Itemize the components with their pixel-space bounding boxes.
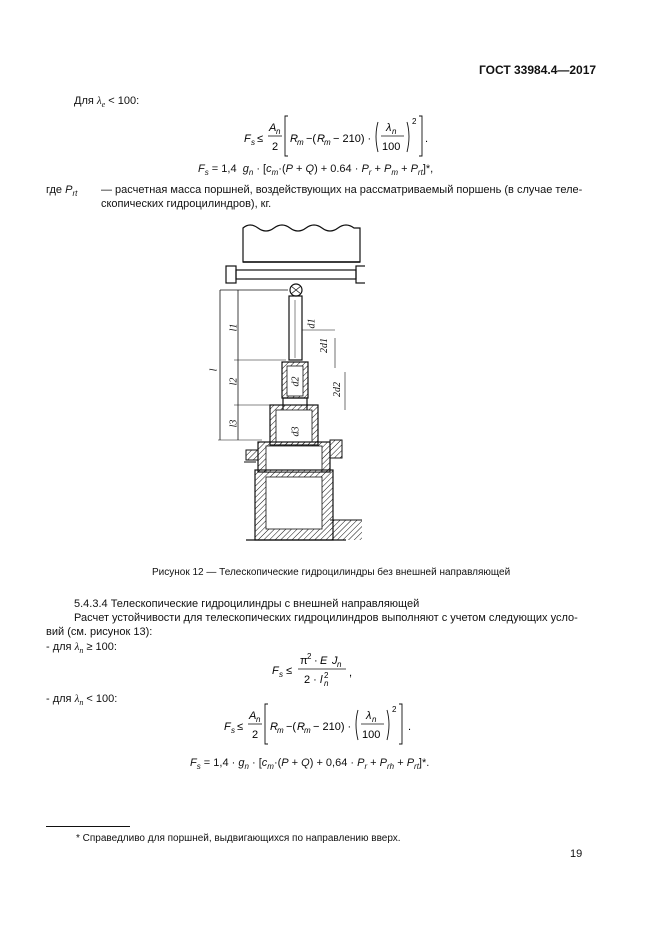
section-heading: 5.4.3.4 Телескопические гидроцилиндры с внешней направляющей xyxy=(74,598,420,610)
paragraph-line2: вий (см. рисунок 13): xyxy=(46,626,153,638)
svg-text:s: s xyxy=(279,670,283,679)
svg-text:s: s xyxy=(251,138,255,147)
svg-text:·: · xyxy=(314,655,318,667)
svg-text:−(: −( xyxy=(306,133,317,145)
svg-text:.: . xyxy=(425,133,429,145)
svg-text:A: A xyxy=(249,710,257,722)
footnote-rule xyxy=(46,826,130,827)
svg-text:2: 2 xyxy=(307,652,312,661)
svg-text:m: m xyxy=(324,138,331,147)
condition-lambda-n-ge: - для $\lambda_n \ge 100$: xyxy=(46,641,117,656)
svg-text:,: , xyxy=(349,667,353,679)
label-2d2: 2d2 xyxy=(332,382,343,397)
svg-text:2 ·: 2 · xyxy=(304,674,317,686)
label-l3: l3 xyxy=(228,419,240,428)
svg-text:2: 2 xyxy=(272,141,279,153)
svg-text:n: n xyxy=(276,127,281,136)
svg-text:F: F xyxy=(224,721,231,733)
where-line1: — расчетная масса поршней, воздействующих на рассматриваемый поршень (в случае теле- xyxy=(101,184,583,196)
svg-text:F: F xyxy=(244,133,251,145)
label-d2: d2 xyxy=(290,376,302,387)
svg-text:≤: ≤ xyxy=(286,665,293,677)
formula-3 xyxy=(270,650,390,695)
label-l1: l1 xyxy=(228,323,240,332)
svg-text:s: s xyxy=(231,726,235,735)
svg-text:l: l xyxy=(320,674,323,686)
svg-text:λ: λ xyxy=(366,710,372,722)
svg-text:n: n xyxy=(372,715,377,724)
label-d1: d1 xyxy=(306,318,318,329)
svg-text:n: n xyxy=(392,127,397,136)
formula-1 xyxy=(220,110,470,162)
svg-text:100: 100 xyxy=(382,141,401,153)
footnote: * Справедливо для поршней, выдвигающихся по направлению вверх. xyxy=(76,833,401,844)
formula-5: $F_s = 1,4 \cdot g_n \cdot [c_m\cdot(P + Q) + 0,64 \cdot P_r + P_{rh} + P_{rt}]*$. xyxy=(190,757,430,772)
svg-text:m: m xyxy=(277,726,284,735)
svg-text:2: 2 xyxy=(412,117,417,126)
formula-2: $F_s = 1,4$ $g_n \cdot [c_m\cdot(P + Q) + 0.64 \cdot P_r + P_m + P_{rt}]*$, xyxy=(198,163,434,178)
svg-text:R: R xyxy=(317,133,325,145)
svg-text:R: R xyxy=(270,721,278,733)
svg-text:n: n xyxy=(324,679,329,688)
svg-text:π: π xyxy=(300,655,308,667)
figure-caption: Рисунок 12 — Телескопические гидроцилиндры без внешней направляющей xyxy=(152,567,511,578)
svg-text:.: . xyxy=(408,721,412,733)
svg-text:− 210) ·: − 210) · xyxy=(313,721,352,733)
svg-text:100: 100 xyxy=(362,729,381,741)
condition-lambda-e: Для $\lambda_e < 100$: xyxy=(74,95,140,110)
svg-text:m: m xyxy=(297,138,304,147)
label-l2: l2 xyxy=(228,377,240,386)
svg-text:λ: λ xyxy=(386,122,392,134)
svg-text:− 210) ·: − 210) · xyxy=(333,133,372,145)
document-id: ГОСТ 33984.4—2017 xyxy=(479,63,597,77)
svg-text:R: R xyxy=(290,133,298,145)
svg-text:A: A xyxy=(269,122,277,134)
svg-text:R: R xyxy=(297,721,305,733)
label-d3: d3 xyxy=(290,426,302,437)
where-lead: где $P_{rt}$ xyxy=(46,184,78,199)
label-l: l xyxy=(207,368,220,372)
paragraph-line1: Расчет устойчивости для телескопических гидроцилиндров выполняют с учетом следующих усло- xyxy=(74,612,578,624)
svg-text:E: E xyxy=(320,655,328,667)
svg-text:J: J xyxy=(332,655,338,667)
svg-text:2: 2 xyxy=(252,729,259,741)
condition-lambda-n-lt: - для $\lambda_n < 100$: xyxy=(46,693,118,708)
svg-text:n: n xyxy=(337,660,342,669)
page-number: 19 xyxy=(570,848,583,860)
svg-text:2: 2 xyxy=(324,671,329,680)
svg-text:≤: ≤ xyxy=(237,721,244,733)
figure-12-drawing xyxy=(205,222,365,552)
svg-text:≤: ≤ xyxy=(257,133,264,145)
svg-text:F: F xyxy=(272,665,279,677)
svg-text:2: 2 xyxy=(392,705,397,714)
svg-text:n: n xyxy=(256,715,261,724)
label-2d1: 2d1 xyxy=(319,338,330,353)
formula-4 xyxy=(200,700,430,750)
where-line2: скопических гидроцилиндров), кг. xyxy=(101,198,272,210)
svg-text:m: m xyxy=(304,726,311,735)
svg-text:−(: −( xyxy=(286,721,297,733)
